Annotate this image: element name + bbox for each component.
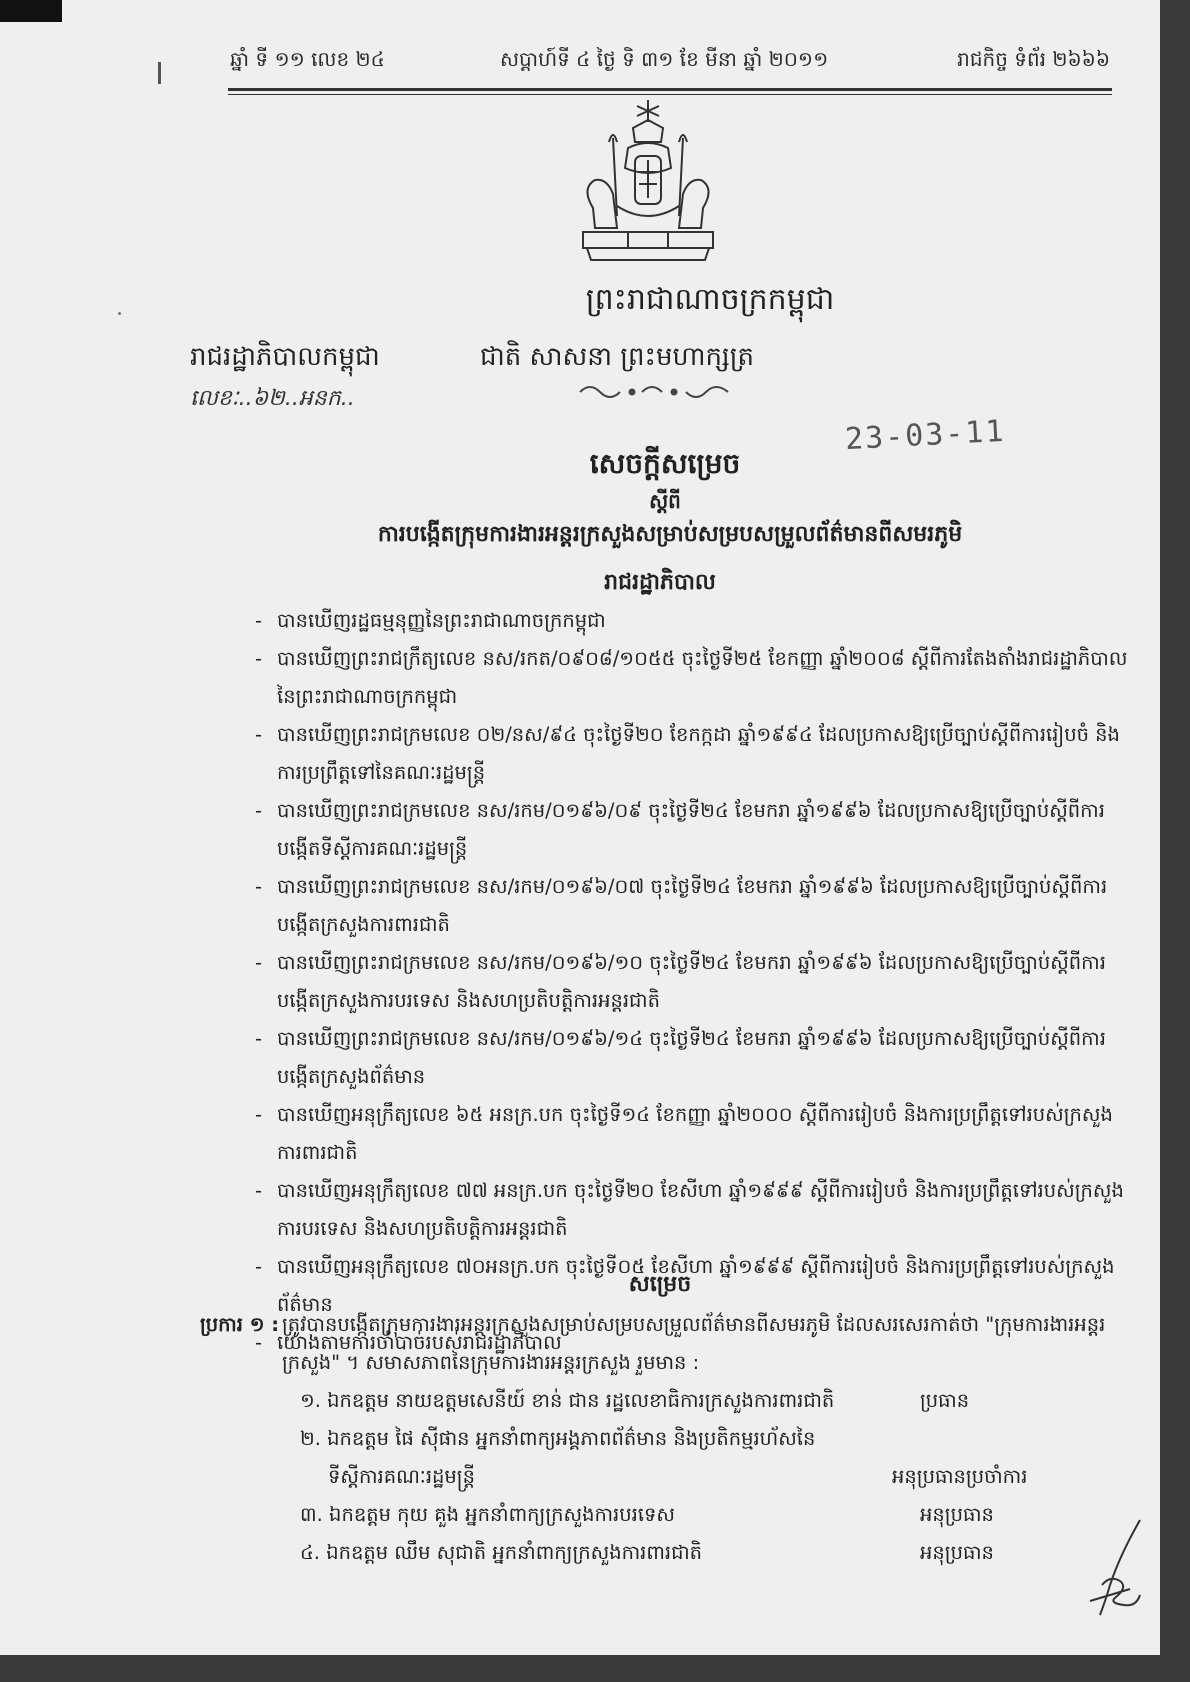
scan-spot [118,312,121,315]
article-1 [200,1306,1135,1382]
document-title: សេចក្តីសម្រេច [589,447,741,480]
decision-subject: ការបង្កើតក្រុមការងារអន្តរក្រសួងសម្រាប់សម្របសម្រួលព័ត៌មានពីសមរភូមិ [377,522,963,547]
gazette-header [230,46,1110,76]
gazette-date: សប្តាហ៍ទី ៤ ថ្ងៃ ទិ ៣១ ខែ មីនា ឆ្នាំ ២០១១ [500,47,829,71]
recital-item: - បានឃើញព្រះរាជក្រមលេខ នស/រកម/០១៩៦/០៩ ចុះថ្ងៃទី២៤ ខែមករា ឆ្នាំ១៩៩៦ ដែលប្រកាសឱ្យប្រើច្បាប់ស្តីពីការបង្កើតទីស្តីការគណៈរដ្ឋមន្ត្រី [255,792,1135,868]
scan-right-edge [1160,0,1190,1682]
recitals-list [255,602,1135,1362]
article-1-text: ត្រូវបានបង្កើតក្រុមការងារអន្តរក្រសួងសម្រាប់សម្របសម្រួលព័ត៌មានពីសមរភូមិ ដែលសរសេរកាត់ថា "ក្រុមការងារអន្តរក្រសួង" ។ សមាសភាពនៃក្រុមការងារអន្តរក្រសួង រួមមាន : [282,1313,1106,1374]
gazette-volume: ឆ្នាំ ទី ១១ លេខ ២៤ [230,47,385,71]
recital-item: - បានឃើញរដ្ឋធម្មនុញ្ញនៃព្រះរាជាណាចក្រកម្ពុជា [255,602,1135,640]
gazette-page-number: រាជកិច្ច ទំព័រ ២៦៦៦ [957,47,1110,71]
member-item [300,1458,1080,1496]
member-name: ៤. ឯកឧត្តម ឈឹម សុជាតិ អ្នកនាំពាក្យក្រសួងការពារជាតិ [300,1541,703,1564]
recital-item: - បានឃើញព្រះរាជក្រមលេខ នស/រកម/០១៩៦/០៧ ចុះថ្ងៃទី២៤ ខែមករា ឆ្នាំ១៩៩៦ ដែលប្រកាសឱ្យប្រើច្បាប់ស្តីពីការបង្កើតក្រសួងការពារជាតិ [255,868,1135,944]
recital-item: - បានឃើញព្រះរាជក្រមលេខ ០២/នស/៩៤ ចុះថ្ងៃទី២០ ខែកក្កដា ឆ្នាំ១៩៩៤ ដែលប្រកាសឱ្យប្រើច្បាប់ស្តីពីការរៀបចំ និងការប្រព្រឹត្តទៅនៃគណៈរដ្ឋមន្ត្រី [255,716,1135,792]
member-name: ៣. ឯកឧត្តម កុយ គួង អ្នកនាំពាក្យក្រសួងការបរទេស [300,1503,675,1526]
recital-item: - បានឃើញព្រះរាជក្រមលេខ នស/រកម/០១៩៦/១៤ ចុះថ្ងៃទី២៤ ខែមករា ឆ្នាំ១៩៩៦ ដែលប្រកាសឱ្យប្រើច្បាប់ស្តីពីការបង្កើតក្រសួងព័ត៌មាន [255,1020,1135,1096]
handwritten-date: 23-03-11 [844,413,1007,458]
members-list [300,1382,1080,1572]
member-item [300,1382,1080,1420]
member-name: ១. ឯកឧត្តម នាយឧត្តមសេនីយ៍ ខាន់ ជាន រដ្ឋលេខាធិការក្រសួងការពារជាតិ [300,1389,835,1412]
title-about: ស្តីពី [649,489,681,513]
document-number: លេខៈ..៦២..អនក.. [190,386,355,411]
margin-mark [158,62,161,84]
recital-item: - បានឃើញព្រះរាជក្រឹត្យលេខ នស/រកត/០៩០៨/១០៥៥ ចុះថ្ងៃទី២៥ ខែកញ្ញា ឆ្នាំ២០០៨ ស្តីពីការតែងតាំងរាជរដ្ឋាភិបាលនៃព្រះរាជាណាចក្រកម្ពុជា [255,640,1135,716]
recital-item: - បានឃើញអនុក្រឹត្យលេខ ៧៧ អនក្រ.បក ចុះថ្ងៃទី២០ ខែសីហា ឆ្នាំ១៩៩៩ ស្តីពីការរៀបចំ និងការប្រព្រឹត្តទៅរបស់ក្រសួងការបរទេស និងសហប្រតិបត្តិការអន្តរជាតិ [255,1172,1135,1248]
member-item [300,1496,1080,1534]
member-item [300,1534,1080,1572]
member-name: ទីស្តីការគណៈរដ្ឋមន្ត្រី [328,1465,475,1488]
article-1-label: ប្រការ ១ : [200,1313,280,1336]
recital-item: - បានឃើញព្រះរាជក្រមលេខ នស/រកម/០១៩៦/១០ ចុះថ្ងៃទី២៤ ខែមករា ឆ្នាំ១៩៩៦ ដែលប្រកាសឱ្យប្រើច្បាប់ស្តីពីការបង្កើតក្រសួងការបរទេស និងសហប្រតិបត្តិការអន្តរជាតិ [255,944,1135,1020]
member-name: ២. ឯកឧត្តម ផៃ ស៊ីផាន អ្នកនាំពាក្យអង្គភាពព័ត៌មាន និងប្រតិកម្មរហ័សនៃ [300,1427,816,1450]
scan-corner-tab [0,0,62,22]
member-role: អនុប្រធានប្រចាំការ [892,1465,1028,1488]
member-role: ប្រធាន [920,1389,970,1412]
national-motto: ជាតិ សាសនា ព្រះមហាក្សត្រ [480,342,754,372]
handwritten-signature [1080,1515,1160,1625]
motto-ornament [576,380,736,402]
scan-bottom-edge [0,1655,1190,1682]
issuing-government: រាជរដ្ឋាភិបាលកម្ពុជា [190,342,380,372]
recital-item: - បានឃើញអនុក្រឹត្យលេខ ៧០អនក្រ.បក ចុះថ្ងៃទី០៥ ខែសីហា ឆ្នាំ១៩៩៩ ស្តីពីការរៀបចំ និងការប្រព្រឹត្តទៅរបស់ក្រសួងព័ត៌មាន [255,1248,1135,1324]
member-role: អនុប្រធាន [920,1503,994,1526]
recital-item: - យោងតាមការចាំបាច់របស់រាជរដ្ឋាភិបាល [255,1324,1135,1362]
member-role: អនុប្រធាន [920,1541,994,1564]
recital-item: - បានឃើញអនុក្រឹត្យលេខ ៦៥ អនក្រ.បក ចុះថ្ងៃទី១៤ ខែកញ្ញា ឆ្នាំ២០០០ ស្តីពីការរៀបចំ និងការប្រព្រឹត្តទៅរបស់ក្រសួងការពារជាតិ [255,1096,1135,1172]
issuer-heading: រាជរដ្ឋាភិបាល [604,570,716,595]
header-rule [228,88,1112,95]
royal-arms-emblem [573,98,723,270]
member-item [300,1420,1080,1458]
kingdom-name: ព្រះរាជាណាចក្រកម្ពុជា [585,282,835,317]
decision-heading: សម្រេច [628,1272,692,1297]
